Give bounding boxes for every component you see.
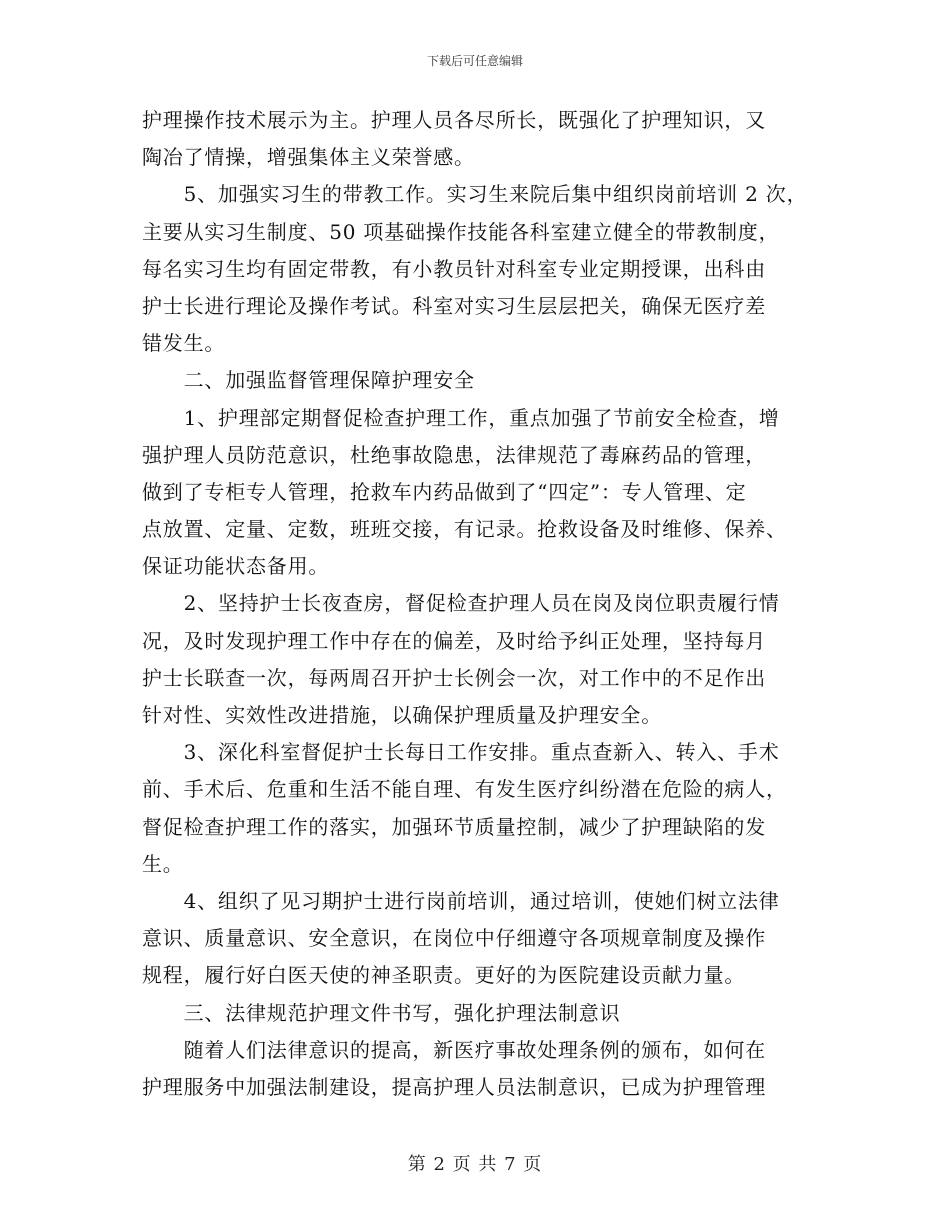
text-line: 护理操作技术展示为主。护理人员各尽所长，既强化了护理知识，又 bbox=[142, 108, 766, 132]
text-line: 每名实习生均有固定带教，有小教员针对科室专业定期授课，出科由 bbox=[142, 256, 766, 281]
text-line: 规程，履行好白医天使的神圣职责。更好的为医院建设贡献力量。 bbox=[142, 963, 746, 988]
text-line: 4、组织了见习期护士进行岗前培训，通过培训，使她们树立法律 bbox=[142, 888, 780, 913]
text-line: 二、加强监督管理保障护理安全 bbox=[142, 368, 475, 393]
text-line: 三、法律规范护理文件书写，强化护理法制意识 bbox=[142, 1000, 621, 1025]
text-line: 保证功能状态备用。 bbox=[142, 554, 330, 579]
text-line: 错发生。 bbox=[142, 331, 226, 356]
text-line: 况，及时发现护理工作中存在的偏差，及时给予纠正处理，坚持每月 bbox=[142, 628, 766, 653]
text-line: 强护理人员防范意识，杜绝事故隐患，法律规范了毒麻药品的管理， bbox=[142, 442, 766, 467]
text-line: 针对性、实效性改进措施，以确保护理质量及护理安全。 bbox=[142, 703, 662, 727]
page-header: 下载后可任意编辑 bbox=[426, 54, 523, 68]
text-line: 护士长联查一次，每两周召开护士长例会一次，对工作中的不足作出 bbox=[142, 665, 766, 690]
text-line: 护士长进行理论及操作考试。科室对实习生层层把关，确保无医疗差 bbox=[142, 293, 766, 318]
document-body bbox=[142, 102, 832, 1106]
text-line: 护理服务中加强法制建设，提高护理人员法制意识，已成为护理管理 bbox=[142, 1074, 766, 1099]
text-line: 生。 bbox=[142, 851, 184, 876]
text-line: 做到了专柜专人管理，抢救车内药品做到了“四定”：专人管理、定 bbox=[142, 479, 747, 504]
page-number-footer: 第 2 页 共 7 页 bbox=[407, 1154, 543, 1175]
text-line: 主要从实习生制度、50 项基础操作技能各科室建立健全的带教制度， bbox=[142, 219, 780, 244]
text-line: 2、坚持护士长夜查房，督促检查护理人员在岗及岗位职责履行情 bbox=[142, 591, 780, 616]
text-line: 3、深化科室督促护士长每日工作安排。重点查新入、转入、手术 bbox=[142, 740, 780, 765]
text-line: 督促检查护理工作的落实，加强环节质量控制，减少了护理缺陷的发 bbox=[142, 814, 766, 839]
text-line: 前、手术后、危重和生活不能自理、有发生医疗纠纷潜在危险的病人， bbox=[142, 777, 787, 802]
text-line: 随着人们法律意识的提高，新医疗事故处理条例的颁布，如何在 bbox=[142, 1037, 766, 1062]
text-line: 点放置、定量、定数，班班交接，有记录。抢救设备及时维修、保养、 bbox=[142, 517, 787, 542]
text-line: 1、护理部定期督促检查护理工作，重点加强了节前安全检查，增 bbox=[142, 405, 780, 430]
text-line: 5、加强实习生的带教工作。实习生来院后集中组织岗前培训 2 次， bbox=[142, 182, 808, 207]
text-line: 意识、质量意识、安全意识，在岗位中仔细遵守各项规章制度及操作 bbox=[142, 926, 766, 951]
text-line: 陶冶了情操，增强集体主义荣誉感。 bbox=[142, 145, 475, 170]
